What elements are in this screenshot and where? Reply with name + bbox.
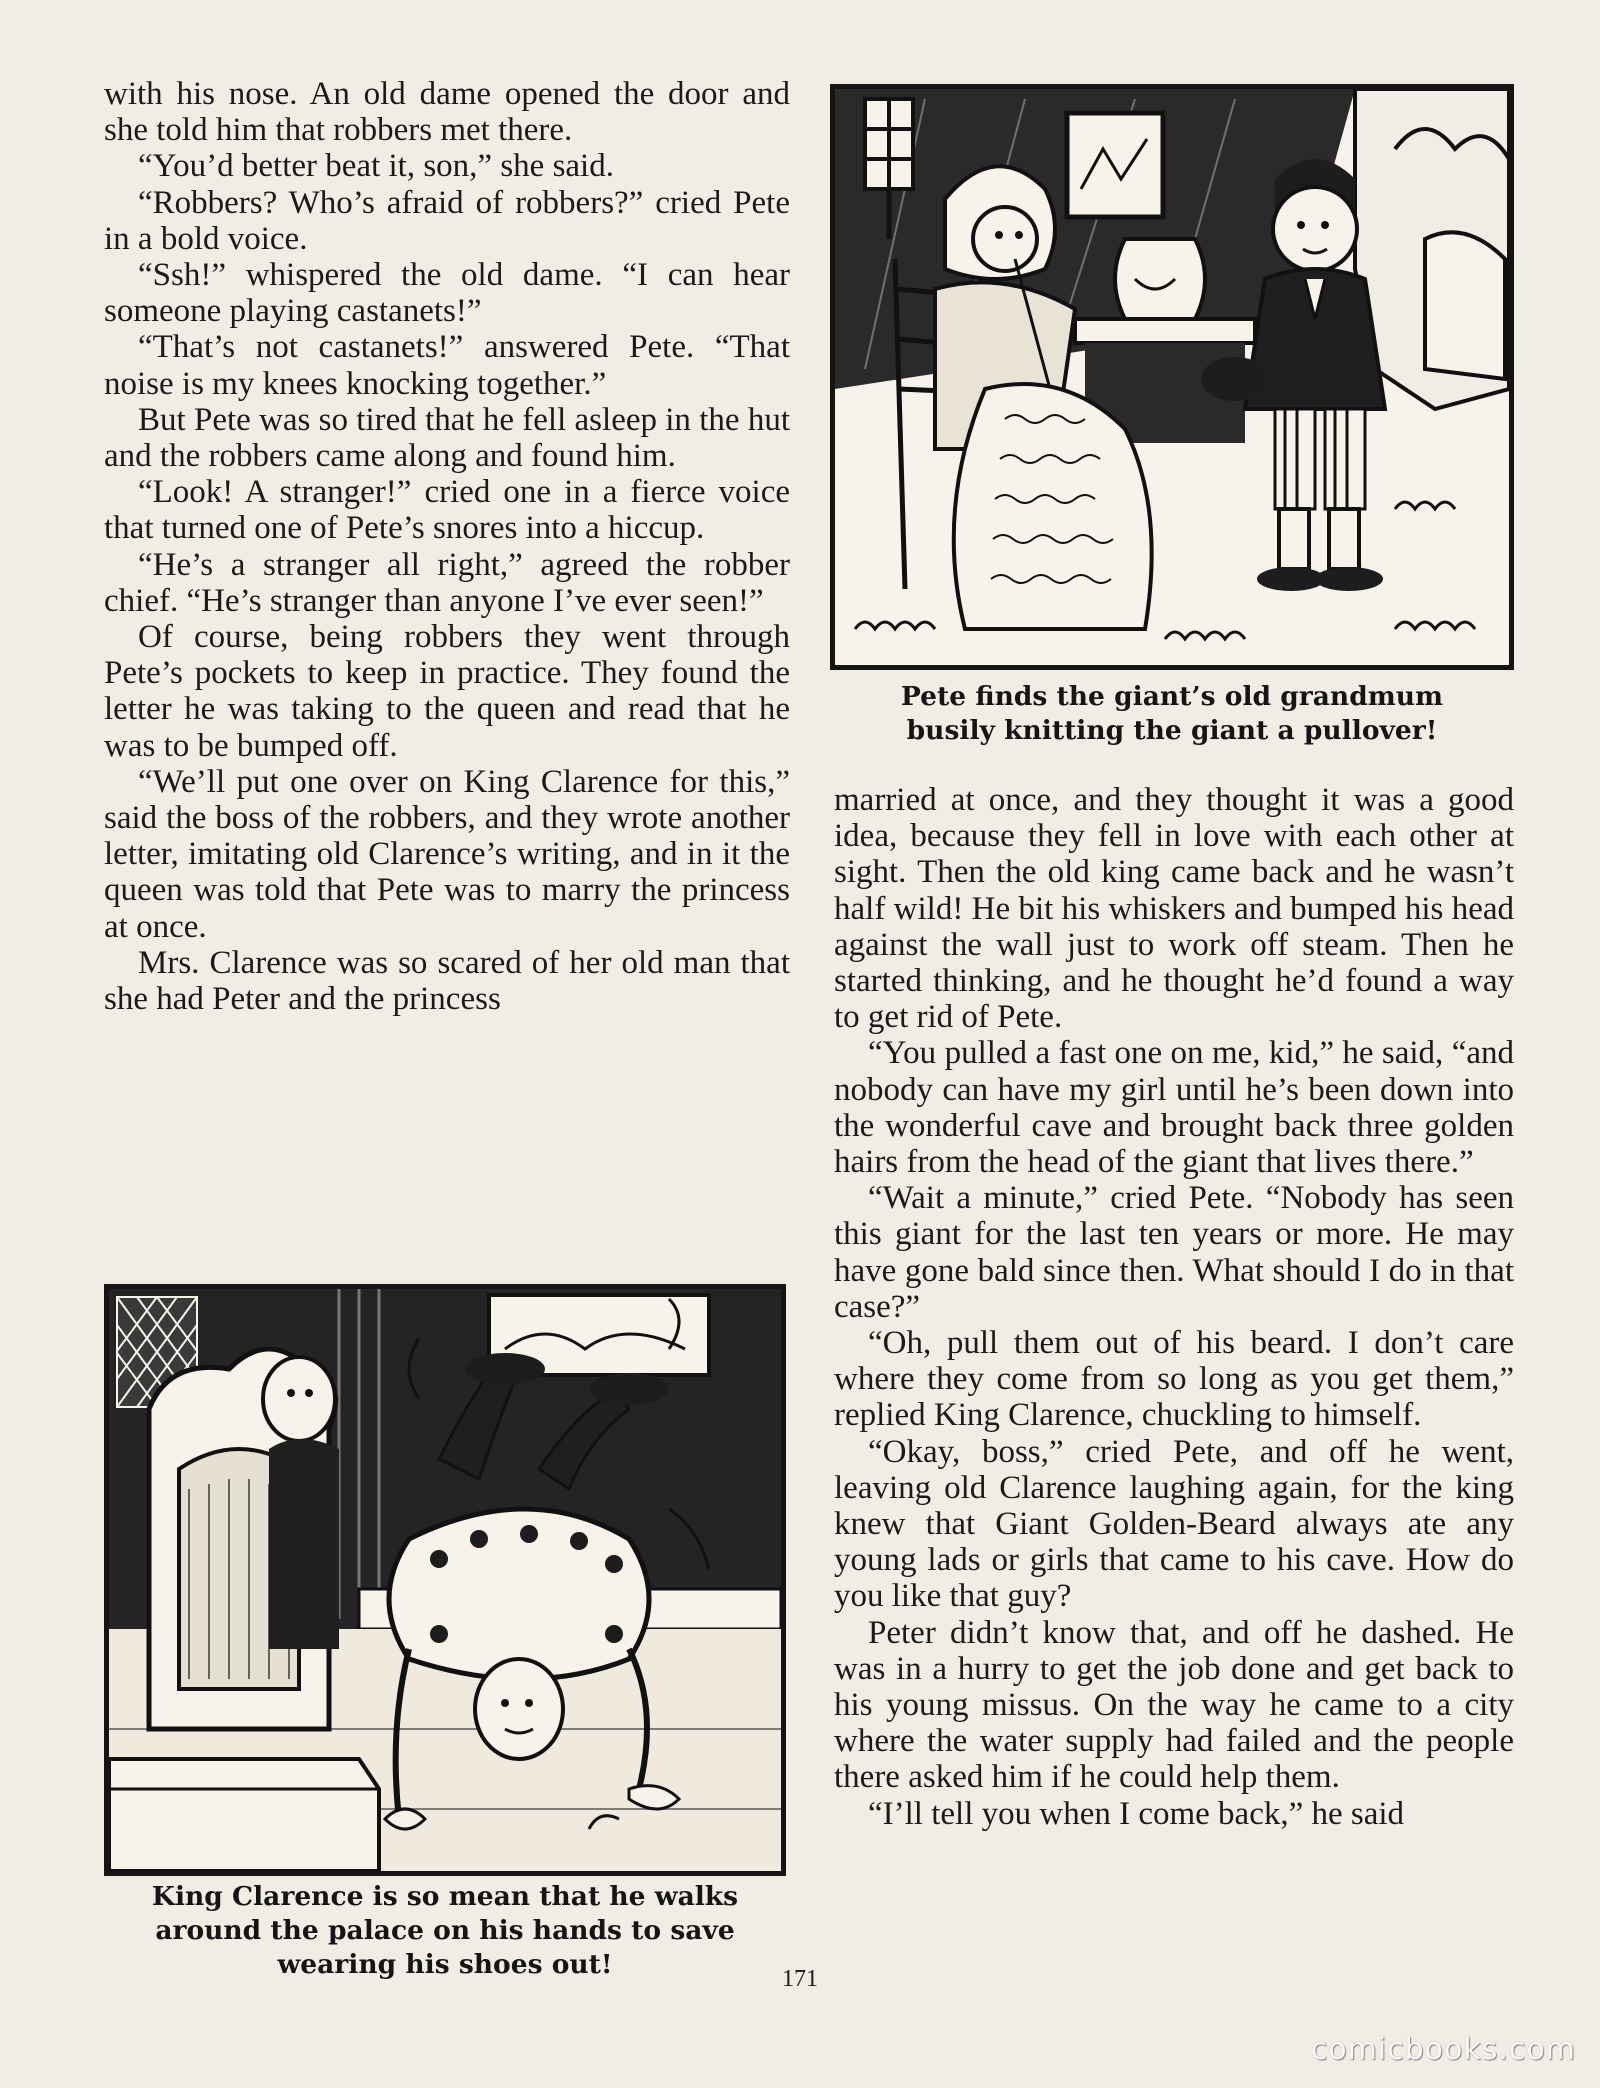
grandmum-caption xyxy=(826,680,1518,748)
left-text-column xyxy=(104,76,790,1017)
paragraph: “Look! A stranger!” cried one in a fierce voice that turned one of Pete’s snores into a hiccup. xyxy=(104,474,790,547)
caption-line: wearing his shoes out! xyxy=(277,1949,613,1980)
paragraph: “That’s not castanets!” answered Pete. “That noise is my knees knocking together.” xyxy=(104,329,790,402)
right-text-column xyxy=(834,782,1514,1832)
paragraph: “I’ll tell you when I come back,” he said xyxy=(868,1795,1405,1832)
paragraph: with his nose. An old dame opened the door and she told him that robbers met there. xyxy=(104,76,790,149)
paragraph: “He’s a stranger all right,” agreed the robber chief. “He’s stranger than anyone I’ve ever seen!” xyxy=(104,546,790,619)
illustration-grandmum-knitting xyxy=(830,84,1514,670)
king-drawing xyxy=(109,1289,781,1871)
paragraph: “You’d better beat it, son,” she said. xyxy=(138,148,614,185)
grandmum-drawing xyxy=(835,89,1509,665)
king-caption xyxy=(100,1880,790,1982)
paragraph: Peter didn’t know that, and off he dashed. He was in a hurry to get the job done and get back to his young missus. On the way he came to a city where the water supply had failed and the people there asked him if he could help them. xyxy=(834,1614,1514,1796)
paragraph: But Pete was so tired that he fell asleep in the hut and the robbers came along and found him. xyxy=(104,401,790,475)
illustration-king-on-hands xyxy=(104,1284,786,1876)
paragraph: Mrs. Clarence was so scared of her old man that she had Peter and the princess xyxy=(104,944,790,1018)
paragraph: “Ssh!” whispered the old dame. “I can hear someone playing castanets!” xyxy=(104,257,790,330)
paragraph: “Wait a minute,” cried Pete. “Nobody has seen this giant for the last ten years or more. He may have gone bald since then. What should I do in that case?” xyxy=(834,1180,1514,1325)
paragraph: “Oh, pull them out of his beard. I don’t care where they come from so long as you get them,” replied King Clarence, chuckling to himself. xyxy=(834,1325,1514,1434)
watermark: comicbooks.com xyxy=(1310,2032,1576,2067)
paragraph: Of course, being robbers they went through Pete’s pockets to keep in practice. They found the letter he was taking to the queen and read that he was to be bumped off. xyxy=(104,619,790,764)
paragraph: “Robbers? Who’s afraid of robbers?” cried Pete in a bold voice. xyxy=(104,184,790,257)
caption-line: Pete finds the giant’s old grandmum xyxy=(900,681,1444,712)
caption-line: King Clarence is so mean that he walks xyxy=(151,1881,739,1912)
paragraph: “We’ll put one over on King Clarence for this,” said the boss of the robbers, and they wrote another letter, imitating old Clarence’s writing, and in it the queen was told that Pete was to marry the princess at once. xyxy=(104,763,790,945)
caption-line: around the palace on his hands to save xyxy=(155,1915,735,1946)
paragraph: “You pulled a fast one on me, kid,” he said, “and nobody can have my girl until he’s been down into the wonderful cave and brought back three golden hairs from the head of the giant that lives there.” xyxy=(834,1035,1514,1181)
paragraph: married at once, and they thought it was a good idea, because they fell in love with each other at sight. Then the old king came back and he wasn’t half wild! He bit his whiskers and bumped his head against the wall just to work off steam. Then he started thinking, and he thought he’d found a way to get rid of Pete. xyxy=(834,782,1514,1036)
caption-line: busily knitting the giant a pullover! xyxy=(906,715,1438,746)
page-number: 171 xyxy=(782,1966,818,1992)
paragraph: “Okay, boss,” cried Pete, and off he went, leaving old Clarence laughing again, for the king knew that Giant Golden-Beard always ate any young lads or girls that came to his cave. How do you like that guy? xyxy=(834,1433,1514,1615)
